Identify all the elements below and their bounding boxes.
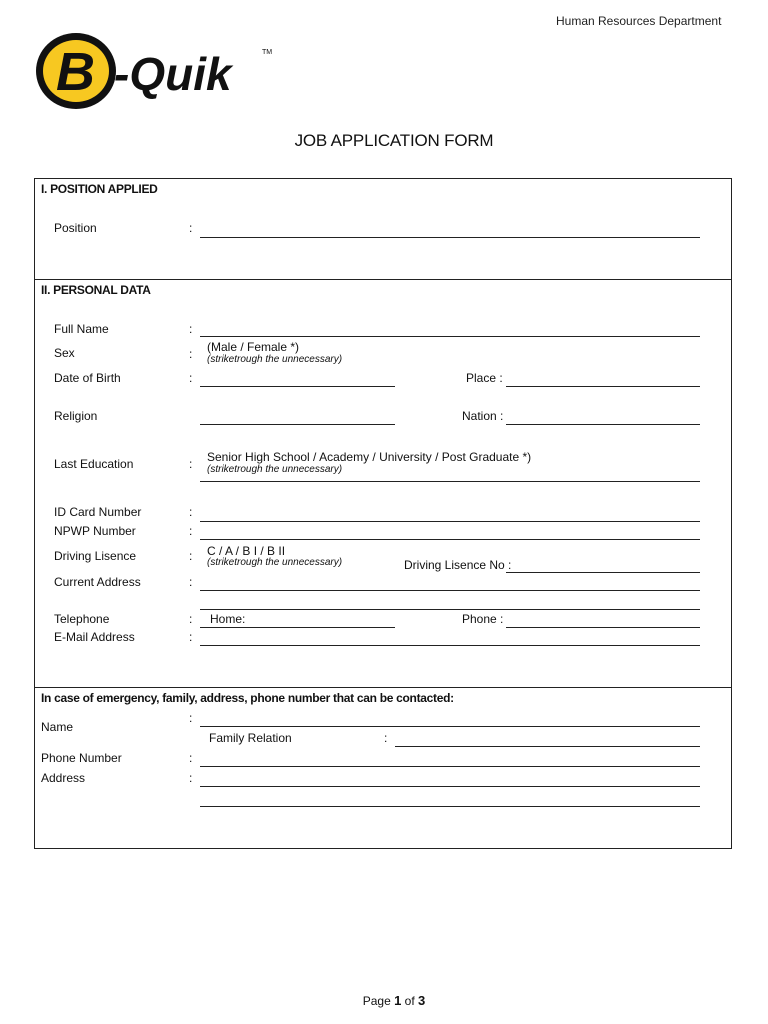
colon: :	[189, 221, 193, 235]
emergency-address-label: Address	[41, 771, 86, 785]
emergency-phone-label: Phone Number	[41, 751, 122, 765]
emergency-contact-section	[34, 687, 732, 849]
dob-input-line[interactable]	[200, 386, 395, 387]
form-title: JOB APPLICATION FORM	[294, 131, 494, 150]
family-relation-label: Family Relation	[209, 731, 292, 745]
page-word: Page	[362, 994, 391, 1008]
department-label: Human Resources Department	[556, 14, 722, 28]
section-title-emergency: In case of emergency, family, address, phone number that can be contacted:	[41, 691, 454, 705]
licence-no-input-line[interactable]	[506, 572, 700, 573]
religion-label: Religion	[54, 409, 98, 423]
colon: :	[189, 612, 193, 626]
colon: :	[189, 371, 193, 385]
colon: :	[189, 322, 193, 336]
licence-strike-hint: (striketrough the unnecessary)	[207, 557, 343, 568]
licence-no-label: Driving Lisence No :	[404, 558, 512, 572]
last-education-label: Last Education	[54, 457, 134, 471]
home-label: Home:	[210, 612, 246, 626]
current-page: 1	[394, 993, 402, 1008]
page-number	[0, 993, 768, 1008]
logo-letter: B	[56, 42, 95, 102]
colon: :	[189, 549, 193, 563]
family-relation-input-line[interactable]	[395, 746, 700, 747]
sex-options: (Male / Female *)	[207, 340, 300, 354]
npwp-input-line[interactable]	[200, 539, 700, 540]
colon: :	[189, 575, 193, 589]
phone-label: Phone :	[462, 612, 504, 626]
religion-input-line[interactable]	[200, 424, 395, 425]
place-input-line[interactable]	[506, 386, 700, 387]
colon: :	[189, 771, 193, 785]
section-title-personal: II. PERSONAL DATA	[41, 283, 151, 297]
dob-label: Date of Birth	[54, 371, 121, 385]
emergency-phone-input-line[interactable]	[200, 766, 700, 767]
colon: :	[189, 751, 193, 765]
sex-strike-hint: (striketrough the unnecessary)	[207, 354, 343, 365]
education-options: Senior High School / Academy / University / Post Graduate *)	[207, 450, 532, 464]
logo-trademark: TM	[262, 49, 273, 56]
emergency-address-input-line-1[interactable]	[200, 786, 700, 787]
education-strike-hint: (striketrough the unnecessary)	[207, 464, 343, 475]
b-quik-logo	[34, 30, 286, 112]
section-title-position: I. POSITION APPLIED	[41, 182, 158, 196]
position-input-line[interactable]	[200, 237, 700, 238]
emergency-name-input-line[interactable]	[200, 726, 700, 727]
of-word: of	[404, 994, 415, 1008]
logo-wordmark: -Quik	[114, 48, 232, 100]
current-address-label: Current Address	[54, 575, 141, 589]
place-label: Place :	[466, 371, 503, 385]
id-card-input-line[interactable]	[200, 521, 700, 522]
colon: :	[189, 524, 193, 538]
npwp-label: NPWP Number	[54, 524, 136, 538]
home-phone-input-line[interactable]	[200, 627, 395, 628]
emergency-name-label: Name	[41, 720, 74, 734]
colon: :	[189, 711, 193, 725]
id-card-label: ID Card Number	[54, 505, 142, 519]
nation-label: Nation :	[462, 409, 504, 423]
email-input-line[interactable]	[200, 645, 700, 646]
colon: :	[384, 731, 388, 745]
email-label: E-Mail Address	[54, 630, 135, 644]
colon: :	[189, 457, 193, 471]
education-input-line[interactable]	[200, 481, 700, 482]
colon: :	[189, 630, 193, 644]
colon: :	[189, 347, 193, 361]
driving-licence-label: Driving Lisence	[54, 549, 137, 563]
total-pages: 3	[418, 993, 426, 1008]
licence-options: C / A / B I / B II	[207, 544, 286, 558]
colon: :	[189, 505, 193, 519]
telephone-label: Telephone	[54, 612, 110, 626]
full-name-input-line[interactable]	[200, 336, 700, 337]
full-name-label: Full Name	[54, 322, 109, 336]
nation-input-line[interactable]	[506, 424, 700, 425]
address-input-line-1[interactable]	[200, 590, 700, 591]
position-label: Position	[54, 221, 97, 235]
address-input-line-2[interactable]	[200, 609, 700, 610]
emergency-address-input-line-2[interactable]	[200, 806, 700, 807]
sex-label: Sex	[54, 346, 75, 360]
phone-input-line[interactable]	[506, 627, 700, 628]
